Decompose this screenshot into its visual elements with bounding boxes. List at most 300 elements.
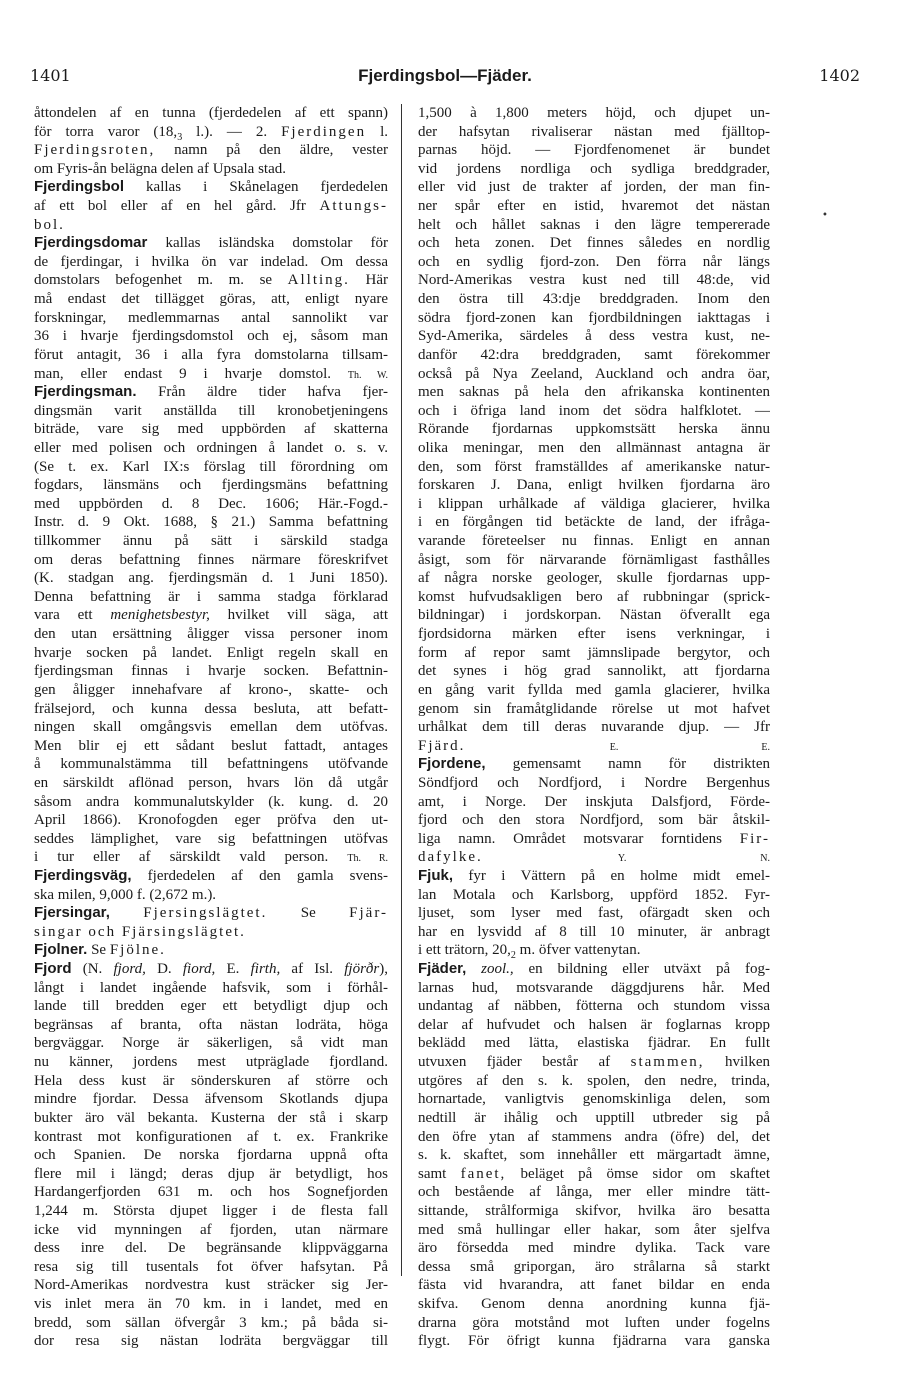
text-segment: Rörande fjordarnas uppkomstsätt herska ännu xyxy=(418,421,770,438)
text-line xyxy=(34,141,388,160)
text-line xyxy=(418,290,770,309)
text-line xyxy=(418,402,770,421)
text-line xyxy=(34,383,388,402)
text-line xyxy=(34,532,388,551)
text-segment: lan Motala och Karlsborg, uppförd 1852. Fyr- xyxy=(418,886,770,903)
text-segment: ska milen, 9,000 f. (2,672 m.). xyxy=(34,886,217,903)
text-segment: m. öfver vattenytan. xyxy=(515,942,641,959)
text-line xyxy=(418,774,770,793)
text-segment xyxy=(483,849,618,865)
text-segment: har en lysvidd af 8 till 10 minuter, är anbragt xyxy=(418,923,770,940)
text-segment: flygt. För öfrigt kunna fjädrarna vara ganska xyxy=(418,1333,770,1350)
text-segment: såsom andra kommunalutskylder (k. kung. d. 20 xyxy=(34,793,388,810)
text-segment: kallas i Skånelagen fjerdedelen xyxy=(124,179,388,196)
text-segment: varande företeelser nu finnas. Enligt en annan xyxy=(418,533,770,550)
text-line xyxy=(34,569,388,588)
text-segment: fanet, xyxy=(460,1165,507,1182)
text-segment: utgöres af den s. k. spolen, den nedre, trinda, xyxy=(418,1072,770,1089)
column-divider xyxy=(401,104,402,1276)
text-line xyxy=(418,365,770,384)
text-line xyxy=(418,1221,770,1240)
text-line xyxy=(418,439,770,458)
text-segment: den, som först framställdes af amerikanske natur- xyxy=(418,458,770,475)
text-segment: gen åligger innehafvare af krono-, skatte- och xyxy=(34,681,388,698)
text-segment: bukter äro väl bekanta. Kusterna der stå i skarp xyxy=(34,1109,388,1126)
text-segment: danför 42:dra breddgraden, samt förekommer xyxy=(418,346,770,363)
text-segment: hvilken xyxy=(704,1054,770,1071)
text-line xyxy=(418,383,770,402)
text-line xyxy=(418,234,770,253)
text-line xyxy=(34,1332,388,1351)
text-line xyxy=(418,1258,770,1277)
text-line xyxy=(34,104,388,123)
text-segment xyxy=(110,905,143,921)
text-line xyxy=(34,346,388,365)
text-segment: begränsas af branta, ofta nästan lodräta, höga xyxy=(34,1016,388,1033)
text-segment: Fir- xyxy=(739,830,770,847)
text-line xyxy=(418,1165,770,1184)
text-segment: Men blir ej ett sådant beslut fattadt, antages xyxy=(34,737,388,754)
text-segment: fjordsidorna märken efter isens verkningar, i xyxy=(418,626,770,643)
text-segment: domstolars befogenhet m. m. se xyxy=(34,272,288,289)
text-segment: mindre fjordar. Dessa äfvensom Skotlands djupa xyxy=(34,1091,388,1108)
text-line xyxy=(34,290,388,309)
text-segment: man, eller endast 9 i hvarje domstol. xyxy=(34,365,348,382)
text-line xyxy=(34,979,388,998)
text-line xyxy=(418,551,770,570)
text-line xyxy=(418,588,770,607)
text-line xyxy=(418,1314,770,1333)
text-line xyxy=(34,830,388,849)
text-line xyxy=(418,755,770,774)
text-line xyxy=(34,458,388,477)
text-segment: bol. xyxy=(34,216,65,233)
text-segment: äro försedda med mindre dylika. Tack vare xyxy=(418,1240,770,1257)
text-segment: om Fyris-ån belägna delen af Upsala stad. xyxy=(34,160,287,177)
text-segment: ningen skall omgångsvis emellan dem utöfvas. xyxy=(34,719,388,736)
text-segment: dor resa sig nästan lodräta bergväggar till xyxy=(34,1333,388,1350)
text-segment: forskningar, medlemmarnas antal sannolikt var xyxy=(34,309,388,326)
entry-headword: Fjerdingsbol xyxy=(34,178,124,196)
text-line xyxy=(34,365,388,384)
text-line xyxy=(34,1295,388,1314)
text-line xyxy=(418,1332,770,1351)
text-segment: fogdars, länsmäns och fjerdingsmäns befattning xyxy=(34,477,388,494)
text-line xyxy=(34,1221,388,1240)
text-segment: drarna göra motstånd mot luften under fogelns xyxy=(418,1314,770,1331)
text-line xyxy=(418,160,770,179)
text-line xyxy=(34,1314,388,1333)
text-line xyxy=(34,439,388,458)
text-segment: en särskildt aflönad person, hvars lön då utgår xyxy=(34,774,388,791)
text-segment: menighetsbestyr, xyxy=(110,607,210,624)
text-segment: 2 xyxy=(510,950,516,961)
text-line xyxy=(418,606,770,625)
text-line xyxy=(418,662,770,681)
text-line xyxy=(34,1053,388,1072)
text-line xyxy=(418,848,770,867)
text-segment: Se xyxy=(87,942,110,959)
text-segment: en gång varit fyllda med gamla glacierer, hvilka xyxy=(418,681,770,698)
text-segment: namn på den äldre, vester xyxy=(155,142,388,159)
text-line xyxy=(34,718,388,737)
text-line xyxy=(34,1128,388,1147)
text-segment: parnas höjd. — Fjordfenomenet är bundet xyxy=(418,142,770,159)
text-line xyxy=(418,216,770,235)
text-segment: Fjerdingsroten, xyxy=(34,142,156,159)
text-line xyxy=(34,1072,388,1091)
text-segment: Fjölne. xyxy=(109,942,166,959)
text-line xyxy=(418,793,770,812)
text-segment: och en sydlig fjord-zon. Den förra når längs xyxy=(418,253,770,270)
right-column xyxy=(418,104,770,1351)
left-column xyxy=(34,104,388,1351)
text-line xyxy=(34,606,388,625)
text-line xyxy=(34,495,388,514)
text-line xyxy=(34,644,388,663)
text-segment: men saknas på hela den afrikanska kontinenten xyxy=(418,384,770,401)
text-segment: i klippan urhålkade af väldiga glacierer, hvilka xyxy=(418,495,770,512)
text-line xyxy=(34,123,388,142)
text-segment: det synes i hög grad sannolikt, att fjordarna xyxy=(418,663,770,680)
text-segment: tillkommer ännu på sätt i särskild stadga xyxy=(34,533,388,550)
text-segment: fjord, xyxy=(113,961,146,978)
text-line xyxy=(34,271,388,290)
text-line xyxy=(418,495,770,514)
text-segment: biträde, vare sig med uppbörden af skatterna xyxy=(34,421,388,438)
text-segment: Fjärd. xyxy=(418,737,466,754)
text-line xyxy=(418,1109,770,1128)
text-line xyxy=(34,960,388,979)
page-number-right: 1402 xyxy=(819,66,860,85)
text-segment: gemensamt namn för distrikten xyxy=(485,756,770,773)
text-line xyxy=(34,327,388,346)
text-segment: l. xyxy=(366,123,388,140)
text-line xyxy=(418,644,770,663)
text-line xyxy=(418,737,770,756)
text-segment: undantag af näbben, fötterna och stundom vissa xyxy=(418,998,770,1015)
text-line xyxy=(34,886,388,905)
text-segment: beläget på ömse sidor om skaftet xyxy=(506,1165,770,1182)
text-segment: hvarje socken på landet. Enligt regeln skall en xyxy=(34,644,388,661)
text-segment: bredd, som sällan öfvergår 3 km.; på båda si- xyxy=(34,1314,388,1331)
text-line xyxy=(34,923,388,942)
text-segment: beklädd med lätta, elastiska fjädrar. En fullt xyxy=(418,1035,770,1052)
text-line xyxy=(34,1202,388,1221)
text-segment: 1,244 m. Största djupet ligger i de flesta fall xyxy=(34,1202,388,1219)
text-segment: förut antagit, 36 i alla fyra domstolarna tillsam- xyxy=(34,346,388,363)
text-segment: eller med polisen och ordningen å landet o. s. v. xyxy=(34,439,388,456)
text-segment: eller vid just de trakter af jorden, der man fin- xyxy=(418,179,770,196)
text-segment: zool., xyxy=(481,961,514,978)
text-segment: Från äldre tider hafva fjer- xyxy=(136,384,388,401)
text-line xyxy=(418,718,770,737)
text-line xyxy=(34,1016,388,1035)
text-segment: Syd-Amerika, särdeles å dess vestra kust, ne- xyxy=(418,328,770,345)
text-line xyxy=(34,1258,388,1277)
text-line xyxy=(418,1090,770,1109)
text-line xyxy=(34,681,388,700)
text-line xyxy=(418,476,770,495)
text-line xyxy=(418,1072,770,1091)
text-segment: (K. stadgan ang. fjerdingsmän d. 1 Juni 1850). xyxy=(34,570,388,587)
text-segment: D. xyxy=(145,961,183,978)
text-segment: E. E. xyxy=(609,741,770,753)
text-segment: utvuxen fjäder består af xyxy=(418,1054,631,1071)
text-line xyxy=(34,216,388,235)
text-segment: ljuset, som lyser med fast, ofärgadt sken och xyxy=(418,905,770,922)
text-segment: bildningar) i jordskorpan. Nästan öfverallt ega xyxy=(418,607,770,624)
text-line xyxy=(418,625,770,644)
entry-headword: Fjolner. xyxy=(34,941,88,959)
text-segment: åsigt, som för närvarande förnämligast fasthålles xyxy=(418,551,770,568)
text-line xyxy=(418,1053,770,1072)
text-line xyxy=(418,271,770,290)
entry-headword: Fjerdingsman. xyxy=(34,383,137,401)
page-header xyxy=(30,66,860,90)
text-segment: nedtill är ihålig och upptill utbreder sig på xyxy=(418,1109,770,1126)
text-segment: Söndfjord och Nordfjord, i Nordre Bergenhus xyxy=(418,774,770,791)
text-segment: med uppbörden d. 8 Dec. 1606; Här.-Fogd.- xyxy=(34,495,388,512)
text-segment: Allting. xyxy=(287,272,350,289)
text-line xyxy=(34,737,388,756)
text-segment: hornartade, vanligtvis genomskinliga delen, som xyxy=(418,1091,770,1108)
text-segment: med små hullingar eller hakar, som åter sjelfva xyxy=(418,1221,770,1238)
text-line xyxy=(34,1034,388,1053)
text-line xyxy=(418,569,770,588)
text-segment: samt xyxy=(418,1165,461,1182)
text-segment: af några norske geologer, skulle fjordarnas upp- xyxy=(418,570,770,587)
text-segment: form af repor samt jämnslipade bergytor, och xyxy=(418,644,770,661)
text-segment: om deras befattning finnes närmare föreskrifvet xyxy=(34,551,388,568)
text-line xyxy=(418,1128,770,1147)
entry-headword: Fjuk, xyxy=(418,866,454,884)
text-segment: nu känner, jordens mest utpräglade fjordland. xyxy=(34,1054,388,1071)
text-segment: hvilket vill säga, att xyxy=(209,607,388,624)
text-segment: kallas isländska domstolar för xyxy=(147,235,388,252)
text-segment: fjörðr xyxy=(344,961,380,978)
text-segment xyxy=(465,738,609,754)
text-line xyxy=(418,1146,770,1165)
text-segment: helt och hållet saknas i den lägre tempererade xyxy=(418,216,770,233)
text-segment: 3 xyxy=(177,131,183,142)
text-line xyxy=(34,904,388,923)
text-segment: 36 i hvarje fjerdingsdomstol och ej, såsom man xyxy=(34,328,388,345)
text-line xyxy=(418,309,770,328)
text-segment: dessa små griporgan, äro strålarna så starkt xyxy=(418,1258,770,1275)
text-line xyxy=(418,681,770,700)
text-segment: Hardangerfjorden 631 m. och hos Sognefjorden xyxy=(34,1184,388,1201)
text-line xyxy=(34,1146,388,1165)
text-segment: amt, i Norge. Der inskjuta Dalsfjord, Förde- xyxy=(418,793,770,810)
text-line xyxy=(34,867,388,886)
text-segment: Fjersingslägtet. xyxy=(143,905,268,922)
text-segment: ), xyxy=(379,961,388,978)
text-segment: fiord, xyxy=(182,961,216,978)
text-segment: fjord och den stora Nordfjord, som bär åtskil- xyxy=(418,812,770,829)
text-line xyxy=(418,346,770,365)
text-line xyxy=(418,141,770,160)
text-segment: flere mil i längd; deras djup är betydligt, hos xyxy=(34,1165,388,1182)
text-line xyxy=(34,476,388,495)
text-segment: komst hufvudsakligen bero af rubbningar (sprick- xyxy=(418,588,770,605)
text-line xyxy=(418,867,770,886)
text-segment: der hafsytan rivaliserar nästan med fjälltop- xyxy=(418,123,770,140)
text-segment: April 1866). Kronofogden eger pröfva den ut- xyxy=(34,812,388,829)
text-line xyxy=(34,402,388,421)
text-line xyxy=(34,1165,388,1184)
text-segment: Fjär- xyxy=(349,905,388,922)
text-line xyxy=(418,960,770,979)
text-segment: Denna befattning är i samma stadga förklarad xyxy=(34,588,388,605)
text-line xyxy=(418,979,770,998)
text-line xyxy=(34,197,388,216)
text-line xyxy=(34,160,388,179)
text-segment: firth, xyxy=(250,961,281,978)
text-line xyxy=(34,625,388,644)
text-segment: en bildning eller utväxt på fog- xyxy=(513,961,770,978)
text-line xyxy=(418,327,770,346)
text-line xyxy=(34,253,388,272)
text-segment: delar af hufvudet och halsen är foglarnas kropp xyxy=(418,1016,770,1033)
text-line xyxy=(34,662,388,681)
text-segment: sittande, strålformiga skifvor, hvilka äro besatta xyxy=(418,1202,770,1219)
text-segment: s. k. skaftet, som innehåller ett märgartadt ämne, xyxy=(418,1147,770,1164)
text-segment: Nord-Amerikas nordvestra kust sträcker sig Jer- xyxy=(34,1277,388,1294)
text-segment: larnas hud, motsvarande däggdjurens hår. Med xyxy=(418,979,770,996)
entry-headword: Fjerdingsdomar xyxy=(34,234,148,252)
text-segment: må endast det tillägget göras, att, enligt nyare xyxy=(34,291,388,308)
text-segment: fästa vid hvarandra, att fanet bildar en enda xyxy=(418,1277,770,1294)
text-line xyxy=(418,420,770,439)
text-line xyxy=(418,886,770,905)
text-line xyxy=(34,513,388,532)
text-line xyxy=(418,830,770,849)
text-segment: af ett bol eller af en hel gård. Jfr xyxy=(34,198,320,215)
text-segment: vara ett xyxy=(34,607,111,624)
text-line xyxy=(34,1183,388,1202)
text-line xyxy=(418,1034,770,1053)
text-segment: bergväggar. Norge är säkerligen, så vidt man xyxy=(34,1035,388,1052)
text-segment: och Spanien. De norska fjordarna uppnå ofta xyxy=(34,1147,388,1164)
text-segment: (N. xyxy=(71,961,114,978)
text-segment: också på Nya Zeeland, Auckland och andra öar, xyxy=(418,365,770,382)
text-line xyxy=(34,309,388,328)
text-segment: kontrast mot konfigurationen af t. ex. Frankrike xyxy=(34,1128,388,1145)
entry-headword: Fjersingar, xyxy=(34,904,110,922)
text-segment: singar och Fjärsingslägtet. xyxy=(34,923,246,940)
text-line xyxy=(34,811,388,830)
text-segment: stammen, xyxy=(630,1054,705,1071)
text-line xyxy=(418,1016,770,1035)
text-segment: och bestående af långa, mer eller mindre tätt- xyxy=(418,1184,770,1201)
text-line xyxy=(34,1090,388,1109)
text-line xyxy=(34,848,388,867)
text-segment: södra fjord-zonen kan fjordbildningen iakttagas i xyxy=(418,309,770,326)
text-line xyxy=(34,1276,388,1295)
text-line xyxy=(418,178,770,197)
text-line xyxy=(34,793,388,812)
text-segment: Se xyxy=(267,905,350,922)
text-segment: E. xyxy=(215,961,251,978)
text-line xyxy=(418,253,770,272)
text-line xyxy=(418,923,770,942)
text-line xyxy=(34,178,388,197)
text-segment: fjerdedelen af den gamla svens- xyxy=(131,867,388,884)
text-segment: 1,500 à 1,800 meters höjd, och djupet un- xyxy=(418,105,770,121)
text-line xyxy=(418,1202,770,1221)
text-segment: Th. R. xyxy=(347,853,388,865)
text-segment: Här xyxy=(349,272,388,289)
text-segment: fyr i Vättern på en holme midt emel- xyxy=(453,867,770,884)
text-line xyxy=(418,997,770,1016)
text-segment: Instr. d. 9 Okt. 1688, § 21.) Samma befattning xyxy=(34,514,388,531)
margin-mark: • xyxy=(822,210,828,221)
text-segment: för torra varor (18, xyxy=(34,123,178,140)
text-line xyxy=(34,997,388,1016)
text-segment: Y. N. xyxy=(617,853,770,865)
text-line xyxy=(418,700,770,719)
text-segment: och heta zonen. Det finnes således en nordlig xyxy=(418,235,770,252)
text-line xyxy=(418,1239,770,1258)
text-line xyxy=(418,1276,770,1295)
text-line xyxy=(418,123,770,142)
text-segment: i tur eller af särskildt vald person. xyxy=(34,849,348,866)
text-segment: dafylke. xyxy=(418,849,483,866)
text-line xyxy=(418,458,770,477)
text-line xyxy=(418,513,770,532)
text-segment: dess inre del. De begränsande klippväggarna xyxy=(34,1240,388,1257)
text-segment: och i öfriga land inom det södra halfklotet. — xyxy=(418,402,770,419)
text-segment: resa sig till tusentals fot öfver hafsytan. På xyxy=(34,1258,388,1275)
entry-headword: Fjerdingsväg, xyxy=(34,866,132,884)
text-segment: skifva. Genom denna anordning kunna fjä- xyxy=(418,1296,770,1312)
text-segment: liga namn. Området motsvarar forntidens xyxy=(418,830,740,847)
entry-headword: Fjord xyxy=(34,960,72,978)
text-segment: urhålkat dem till deras nuvarande djup. — Jfr xyxy=(418,719,770,736)
page-title: Fjerdingsbol—Fjäder. xyxy=(358,66,532,85)
entry-headword: Fjordene, xyxy=(418,755,486,773)
text-segment: Th. W. xyxy=(347,369,388,381)
text-segment: genom sin framåtglidande rörelse ut mot hafvet xyxy=(418,700,770,717)
text-line xyxy=(34,551,388,570)
text-segment: icke vid mynningen af fjorden, utan närmare xyxy=(34,1221,388,1238)
text-segment: lande till bredden eger ett betydligt djup och xyxy=(34,998,388,1015)
text-segment: i en förgången tid betäckte de land, der ifråga- xyxy=(418,514,770,531)
text-line xyxy=(34,588,388,607)
text-segment: vid jordens nordliga och sydliga breddgrader, xyxy=(418,160,770,177)
text-segment: ner spår efter en istid, hvaremot det nästan xyxy=(418,198,770,215)
text-segment: frälsejord, och kunna dessa besluta, att befatt- xyxy=(34,700,388,717)
text-segment: olika meningar, men den allmännast antagna är xyxy=(418,439,770,456)
text-segment: vis inlet mera än 70 km. in i landet, med en xyxy=(34,1296,388,1312)
text-segment: Hela dess kust är sönderskuren af större och xyxy=(34,1072,388,1089)
text-segment: fjerdingsman finnas i hvarje socken. Befattnin- xyxy=(34,663,388,680)
entry-headword: Fjäder, xyxy=(418,960,467,978)
text-line xyxy=(34,941,388,960)
text-segment: de fjerdingar, i hvilka ön var indelad. Om dessa xyxy=(34,253,388,270)
text-segment: forskaren J. Dana, enligt hvilken fjordarna äro xyxy=(418,477,770,494)
text-segment: Attungs- xyxy=(319,198,388,215)
page-number-left: 1401 xyxy=(30,66,71,85)
text-segment: af Isl. xyxy=(280,961,345,978)
text-line xyxy=(418,904,770,923)
text-line xyxy=(418,104,770,123)
text-line xyxy=(418,197,770,216)
text-line xyxy=(418,532,770,551)
text-segment xyxy=(466,961,481,977)
text-segment: den öfre ytan af stammens andra (öfre) del, det xyxy=(418,1128,770,1145)
